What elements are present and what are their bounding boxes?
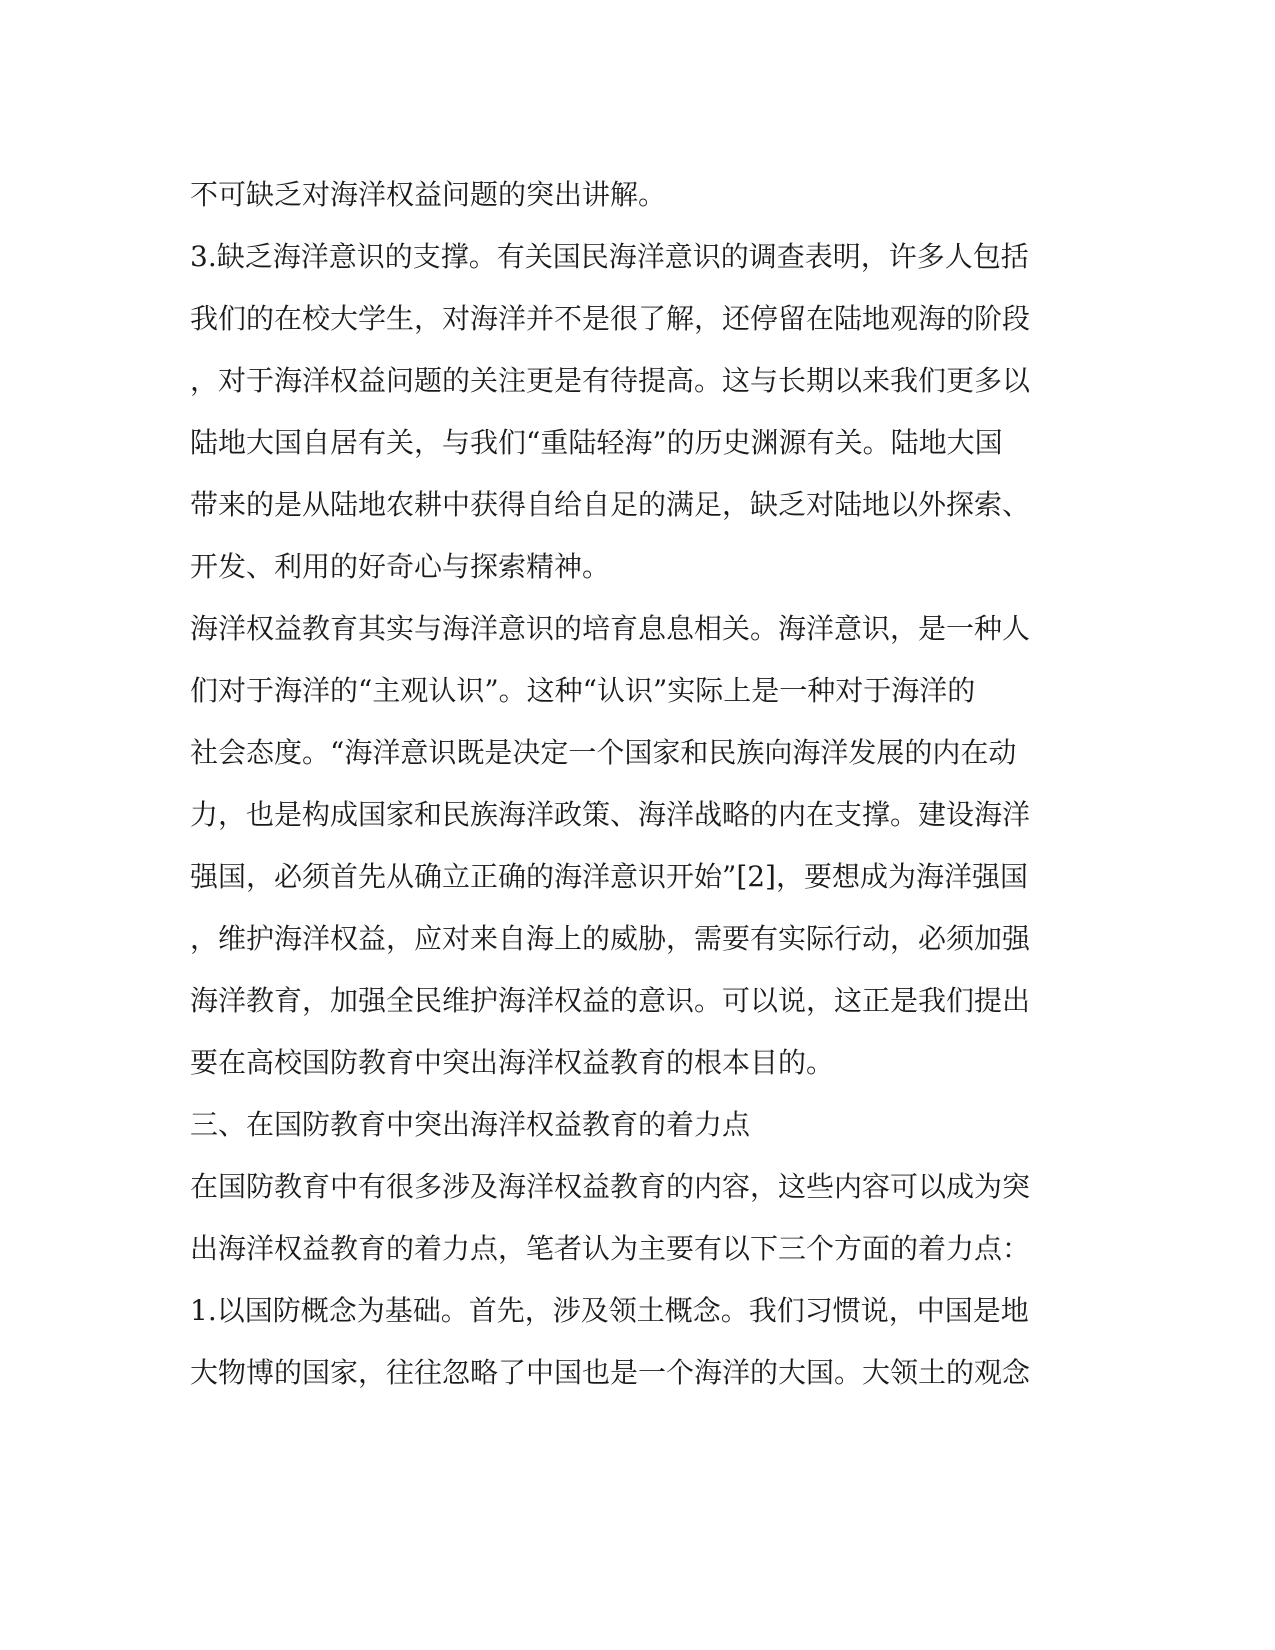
text-line: ，维护海洋权益，应对来自海上的威胁，需要有实际行动，必须加强 bbox=[190, 922, 1031, 955]
body-text bbox=[190, 164, 1090, 1404]
text-line: 海洋权益教育其实与海洋意识的培育息息相关。海洋意识，是一种人 bbox=[190, 612, 1031, 645]
text-line: 力，也是构成国家和民族海洋政策、海洋战略的内在支撑。建设海洋 bbox=[190, 798, 1031, 831]
text-line: 大物博的国家，往往忽略了中国也是一个海洋的大国。大领土的观念 bbox=[190, 1356, 1031, 1389]
text-line: 们对于海洋的“主观认识”。这种“认识”实际上是一种对于海洋的 bbox=[190, 674, 976, 707]
text-line: 出海洋权益教育的着力点，笔者认为主要有以下三个方面的着力点： bbox=[190, 1232, 1031, 1265]
text-line: 我们的在校大学生，对海洋并不是很了解，还停留在陆地观海的阶段 bbox=[190, 302, 1031, 335]
text-line: 不可缺乏对海洋权益问题的突出讲解。 bbox=[190, 178, 667, 211]
text-line: 1.以国防概念为基础。首先，涉及领土概念。我们习惯说，中国是地 bbox=[190, 1294, 1029, 1327]
text-line: 要在高校国防教育中突出海洋权益教育的根本目的。 bbox=[190, 1046, 835, 1079]
text-line: 陆地大国自居有关，与我们“重陆轻海”的历史渊源有关。陆地大国 bbox=[190, 426, 1003, 459]
text-line: 社会态度。“海洋意识既是决定一个国家和民族向海洋发展的内在动 bbox=[190, 736, 1017, 769]
text-line: 3.缺乏海洋意识的支撑。有关国民海洋意识的调查表明，许多人包括 bbox=[190, 240, 1029, 273]
text-line: ，对于海洋权益问题的关注更是有待提高。这与长期以来我们更多以 bbox=[190, 364, 1031, 397]
text-line: 海洋教育，加强全民维护海洋权益的意识。可以说，这正是我们提出 bbox=[190, 984, 1031, 1017]
text-line: 强国，必须首先从确立正确的海洋意识开始”[2]，要想成为海洋强国 bbox=[190, 860, 1028, 893]
text-line: 开发、利用的好奇心与探索精神。 bbox=[190, 550, 611, 583]
text-line: 在国防教育中有很多涉及海洋权益教育的内容，这些内容可以成为突 bbox=[190, 1170, 1031, 1203]
section-heading: 三、在国防教育中突出海洋权益教育的着力点 bbox=[190, 1108, 751, 1141]
text-line: 带来的是从陆地农耕中获得自给自足的满足，缺乏对陆地以外探索、 bbox=[190, 488, 1031, 521]
